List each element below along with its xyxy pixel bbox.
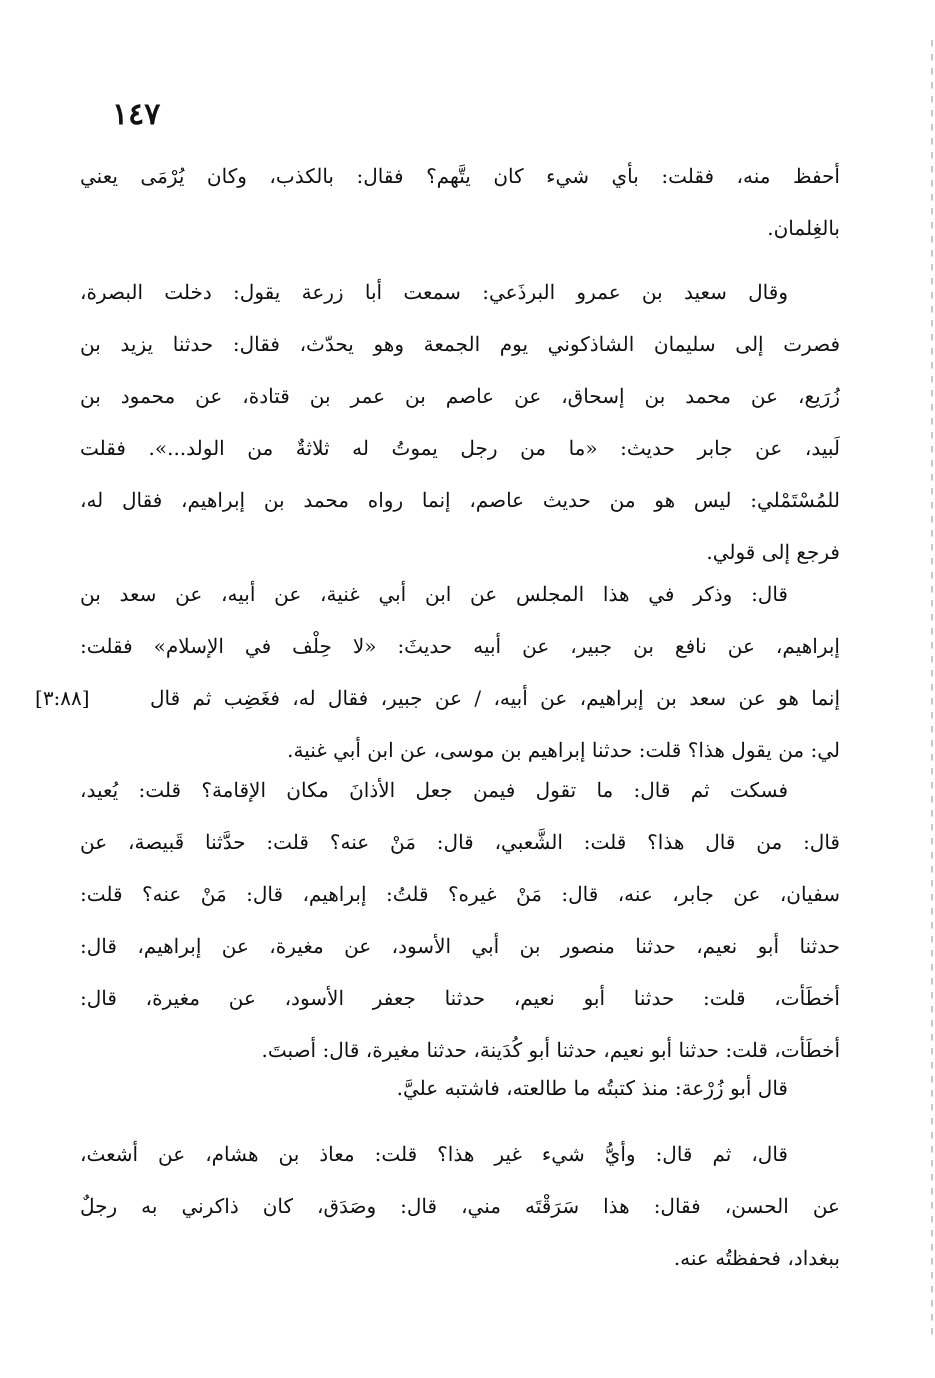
text-line: قال: وذكر في هذا المجلس عن ابن أبي غنية، عن أبيه، عن سعد بن	[80, 582, 788, 606]
page-number: ١٤٧	[112, 97, 161, 132]
paragraph-6	[80, 1128, 840, 1284]
text-line: أحفظ منه، فقلت: بأي شيء كان يتَّهم؟ فقال: بالكذب، وكان يُرْمَى يعني	[80, 164, 840, 188]
paragraph-1	[80, 150, 840, 254]
text-line: فسكت ثم قال: ما تقول فيمن جعل الأذانَ مكان الإقامة؟ قلت: يُعيد،	[80, 778, 788, 802]
text-line: قال، ثم قال: وأيُّ شيء غير هذا؟ قلت: معاذ بن هشام، عن أشعث،	[80, 1142, 788, 1166]
text-line: للمُسْتَمْلي: ليس هو من حديث عاصم، إنما رواه محمد بن إبراهيم، فقال له،	[80, 488, 840, 512]
text-line: أخطَأت، قلت: حدثنا أبو نعيم، حدثنا جعفر الأسود، عن مغيرة، قال:	[80, 986, 840, 1010]
scan-edge-dots	[931, 40, 933, 1340]
text-line: زُرَيع، عن محمد بن إسحاق، عن عاصم بن عمر بن قتادة، عن محمود بن	[80, 384, 840, 408]
text-line: عن الحسن، فقال: هذا سَرَقْتَه مني، قال: وصَدَق، كان ذاكرني به رجلٌ	[80, 1194, 840, 1218]
text-line: إبراهيم، عن نافع بن جبير، عن أبيه حديثَ: «لا حِلْف في الإسلام» فقلت:	[80, 634, 840, 658]
paragraph-4	[80, 764, 840, 1076]
paragraph-3	[80, 568, 840, 776]
text-line: قال: من قال هذا؟ قلت: الشَّعبي، قال: مَنْ عنه؟ قلت: حدَّثنا قَبيصة، عن	[80, 830, 840, 854]
text-line: حدثنا أبو نعيم، حدثنا منصور بن أبي الأسود، عن مغيرة، عن إبراهيم، قال:	[80, 934, 840, 958]
text-line: لي: من يقول هذا؟ قلت: حدثنا إبراهيم بن موسى، عن ابن أبي غنية.	[287, 738, 840, 762]
margin-reference: [٣:٨٨]	[35, 686, 90, 710]
text-line: قال أبو زُرْعة: منذ كتبتُه ما طالعته، فاشتبه عليَّ.	[396, 1076, 788, 1100]
text-line: لَبيد، عن جابر حديث: «ما من رجل يموتُ له ثلاثةٌ من الولد...». فقلت	[80, 436, 840, 460]
text-line: بالغِلمان.	[767, 216, 840, 240]
text-line: وقال سعيد بن عمرو البرذَعي: سمعت أبا زرعة يقول: دخلت البصرة،	[80, 280, 788, 304]
text-line: إنما هو عن سعد بن إبراهيم، عن أبيه، / عن جبير، فقال له، فغَضِب ثم قال	[150, 686, 840, 710]
paragraph-2	[80, 266, 840, 578]
text-line: ببغداد، فحفظتُه عنه.	[673, 1246, 840, 1270]
paragraph-5	[80, 1062, 840, 1114]
text-line: سفيان، عن جابر، عنه، قال: مَنْ غيره؟ قلتُ: إبراهيم، قال: مَنْ عنه؟ قلت:	[80, 882, 840, 906]
text-line: أخطَأت، قلت: حدثنا أبو نعيم، حدثنا أبو كُدَينة، حدثنا مغيرة، قال: أصبتَ.	[261, 1038, 840, 1062]
text-line: فرجع إلى قولي.	[706, 540, 840, 564]
text-line: فصرت إلى سليمان الشاذكوني يوم الجمعة وهو يحدّث، فقال: حدثنا يزيد بن	[80, 332, 840, 356]
